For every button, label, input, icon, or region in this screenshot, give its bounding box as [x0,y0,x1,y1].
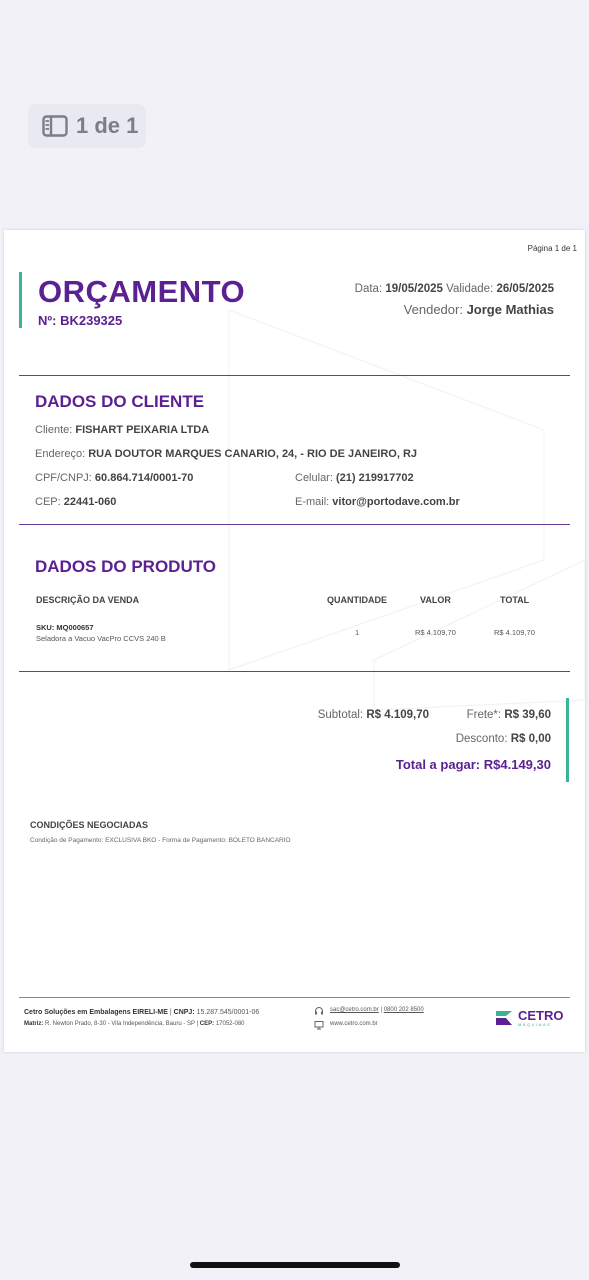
monitor-icon [314,1020,324,1030]
document-page [4,230,585,1052]
divider [19,375,570,376]
row-quantity: 1 [355,628,360,637]
footer-phone-link[interactable]: 0800 202 8500 [383,1007,424,1013]
conditions-text: Condição de Pagamento: EXCLUSIVA BKO - Forma de Pagamento: BOLETO BANCARIO [30,837,291,844]
quote-dates: Data: 19/05/2025 Validade: 26/05/2025 [354,283,554,295]
page-number: Página 1 de 1 [527,244,577,253]
client-phone: Celular: (21) 219917702 [295,472,414,484]
col-value: VALOR [420,595,451,605]
client-address: Endereço: RUA DOUTOR MARQUES CANARIO, 24, - RIO DE JANEIRO, RJ [35,448,418,460]
conditions-title: CONDIÇÕES NEGOCIADAS [30,820,149,830]
cetro-logo [494,1008,564,1028]
divider [19,524,570,525]
footer-email-link[interactable]: sac@cetro.com.br [330,1007,379,1013]
quote-number: Nº: BK239325 [38,313,123,328]
col-total: TOTAL [500,595,530,605]
client-email: E-mail: vitor@portodave.com.br [295,496,460,508]
footer-company: Cetro Soluções em Embalagens EIRELI-ME | CNPJ: 15.287.545/0001-06 [24,1009,260,1016]
headset-icon [314,1006,324,1016]
client-name: Cliente: FISHART PEIXARIA LTDA [35,424,210,436]
row-total: R$ 4.109,70 [494,628,535,637]
title-accent-bar [19,272,22,328]
row-sku: SKU: MQ000657 [36,623,94,632]
client-section-title: DADOS DO CLIENTE [35,392,205,411]
home-indicator[interactable] [190,1262,400,1268]
document-title: ORÇAMENTO [38,274,246,309]
client-cep: CEP: 22441-060 [35,496,117,508]
discount: Desconto: R$ 0,00 [455,733,551,745]
freight: Frete*: R$ 39,60 [466,709,551,721]
grand-total: Total a pagar: R$4.149,30 [395,757,551,772]
row-value: R$ 4.109,70 [415,628,456,637]
client-cpf: CPF/CNPJ: 60.864.714/0001-70 [35,472,194,484]
col-description: DESCRIÇÃO DA VENDA [36,595,140,605]
vendor: Vendedor: Jorge Mathias [403,302,554,317]
cetro-logo-icon [494,1008,514,1028]
logo-subtitle: MÁQUINAS [518,1022,552,1027]
pages-panel-icon [42,115,68,137]
page-indicator-label: 1 de 1 [76,113,139,138]
footer-website-link[interactable]: www.cetro.com.br [330,1021,378,1027]
footer-address: Matriz: R. Newton Prado, 8-30 - Vila Independência, Bauru - SP | CEP: 17052-080 [24,1021,245,1027]
footer-contact: sac@cetro.com.br | 0800 202 8500 [330,1007,424,1013]
col-quantity: QUANTIDADE [327,595,387,605]
footer-divider [19,997,570,998]
row-description: Seladora a Vacuo VacPro CCVS 240 B [36,634,166,643]
logo-word: CETRO [518,1008,564,1023]
subtotal: Subtotal: R$ 4.109,70 [317,709,429,721]
product-section-title: DADOS DO PRODUTO [35,557,217,576]
divider [19,671,570,672]
page-indicator[interactable] [28,104,146,148]
totals-accent-bar [566,698,569,782]
